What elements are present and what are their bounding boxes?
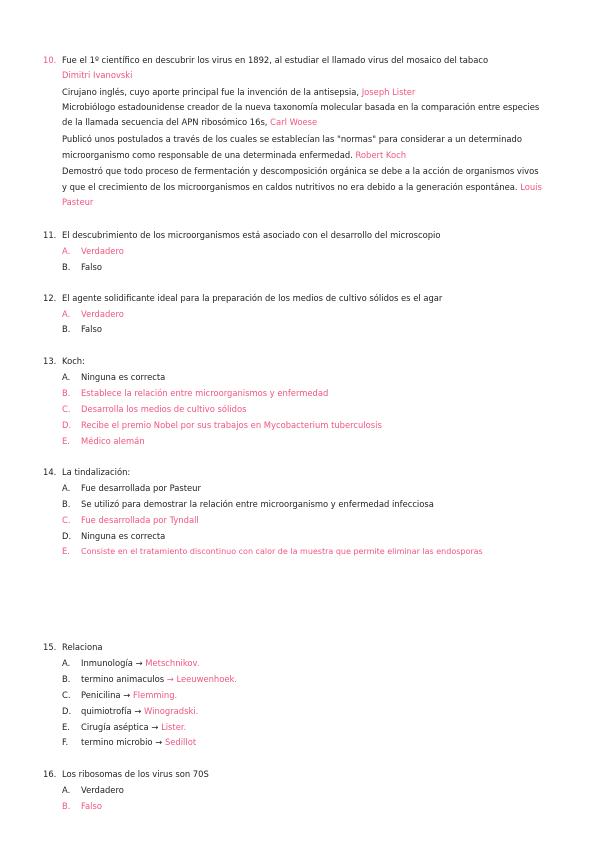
item-letter: A.: [62, 658, 71, 668]
option-letter: B.: [62, 324, 71, 334]
match-item-e: Cirugía aséptica → Lister.: [81, 722, 187, 732]
question-text: Koch:: [62, 356, 85, 366]
question-text: El descubrimiento de los microorganismos está asociado con el desarrollo del microscopio: [62, 230, 441, 240]
question-text: El agente solidificante ideal para la preparación de los medios de cultivo sólidos es el agar: [62, 293, 443, 303]
option-letter: B.: [62, 262, 71, 272]
statement-4b: microorganismo como responsable de una determinada enfermedad. Robert Koch: [62, 150, 407, 160]
option-a-text: Fue desarrollada por Pasteur: [81, 483, 201, 493]
statement-2: Cirujano inglés, cuyo aporte principal fue la invención de la antisepsia, Joseph Lister: [62, 87, 416, 97]
statement-3a: Microbiólogo estadounidense creador de la nueva taxonomía molecular basada en la comparación entre especies: [62, 102, 540, 112]
option-letter: D.: [62, 420, 72, 430]
arrow-right-icon: →: [123, 690, 131, 700]
question-text: Los ribosomas de los virus son 70S: [62, 769, 209, 779]
option-letter: E.: [62, 436, 70, 446]
option-b-text: Falso: [81, 324, 102, 334]
statement-3b: de la llamada secuencia del APN ribosómico 16s, Carl Woese: [62, 117, 318, 127]
answer-5a: Louis: [520, 182, 542, 192]
option-letter: C.: [62, 404, 71, 414]
item-letter: C.: [62, 690, 71, 700]
question-number: 12.: [43, 293, 57, 303]
option-letter: A.: [62, 483, 71, 493]
arrow-right-icon: →: [151, 722, 159, 732]
statement-5b: y que el crecimiento de los microorganismos en caldos nutritivos no era debido a la generación espontánea. Louis: [62, 182, 542, 192]
option-c-text: Desarrolla los medios de cultivo sólidos: [81, 404, 247, 414]
option-letter: B.: [62, 499, 71, 509]
match-answer: Flemming.: [132, 690, 178, 700]
answer-1: Dimitri Ivanovski: [62, 70, 133, 80]
option-letter: A.: [62, 785, 71, 795]
option-a-text: Verdadero: [81, 785, 124, 795]
question-number: 11.: [43, 230, 57, 240]
match-answer: Sedillot: [164, 737, 197, 747]
question-number: 16.: [43, 769, 57, 779]
answer-5b: Pasteur: [62, 197, 94, 207]
statement-5a: Demostró que todo proceso de fermentación y descomposición orgánica se debe a la acción de organismos vivos: [62, 166, 539, 176]
answer-2: Joseph Lister: [361, 87, 416, 97]
option-e-text: Consiste en el tratamiento discontinuo con calor de la muestra que permite eliminar las endosporas: [81, 547, 483, 556]
arrow-right-icon: →: [155, 737, 163, 747]
match-answer: Lister.: [161, 722, 187, 732]
option-a-text: Verdadero: [81, 246, 124, 256]
option-letter: A.: [62, 246, 71, 256]
match-item-c: Penicilina → Flemming.: [81, 690, 178, 700]
statement-1: Fue el 1º científico en descubrir los virus en 1892, al estudiar el llamado virus del mosaico del tabaco: [62, 55, 489, 65]
option-letter: B.: [62, 388, 71, 398]
option-a-text: Ninguna es correcta: [81, 372, 166, 382]
answer-4: Robert Koch: [355, 150, 407, 160]
option-b-text: Falso: [81, 801, 102, 811]
match-item-b: termino animaculos → Leeuwenhoek.: [81, 674, 238, 684]
arrow-right-icon: →: [166, 674, 174, 684]
option-d-text: Recibe el premio Nobel por sus trabajos en Mycobacterium tuberculosis: [81, 420, 382, 430]
option-letter: B.: [62, 801, 71, 811]
option-a-text: Verdadero: [81, 309, 124, 319]
option-letter: E.: [62, 546, 70, 556]
statement-4a: Publicó unos postulados a través de los cuales se establecían las "normas" para considerar a un determinado: [62, 134, 522, 144]
match-answer: Winogradski.: [144, 706, 199, 716]
question-number: 15.: [43, 642, 57, 652]
option-e-text: Médico alemán: [81, 436, 145, 446]
option-b-text: Falso: [81, 262, 102, 272]
question-number: 13.: [43, 356, 57, 366]
match-item-d: quimiotrofía → Winogradski.: [81, 706, 199, 716]
option-b-text: Establece la relación entre microorganismos y enfermedad: [81, 388, 329, 398]
match-answer: Leeuwenhoek.: [176, 674, 238, 684]
question-text: La tindalización:: [62, 467, 131, 477]
answer-3: Carl Woese: [270, 117, 318, 127]
option-letter: D.: [62, 531, 72, 541]
question-number: 10.: [43, 55, 57, 65]
option-b-text: Se utilizó para demostrar la relación entre microorganismo y enfermedad infecciosa: [81, 499, 434, 509]
option-d-text: Ninguna es correcta: [81, 531, 166, 541]
match-item-f: termino microbio → Sedillot: [81, 737, 197, 747]
option-letter: C.: [62, 515, 71, 525]
item-letter: B.: [62, 674, 71, 684]
item-letter: D.: [62, 706, 72, 716]
item-letter: F.: [62, 737, 69, 747]
option-c-text: Fue desarrollada por Tyndall: [81, 515, 199, 525]
match-item-a: Inmunología → Metschnikov.: [81, 658, 200, 668]
arrow-right-icon: →: [134, 706, 142, 716]
match-answer: Metschnikov.: [145, 658, 200, 668]
question-text: Relaciona: [62, 642, 103, 652]
question-number: 14.: [43, 467, 57, 477]
item-letter: E.: [62, 722, 70, 732]
option-letter: A.: [62, 309, 71, 319]
arrow-right-icon: →: [135, 658, 143, 668]
option-letter: A.: [62, 372, 71, 382]
